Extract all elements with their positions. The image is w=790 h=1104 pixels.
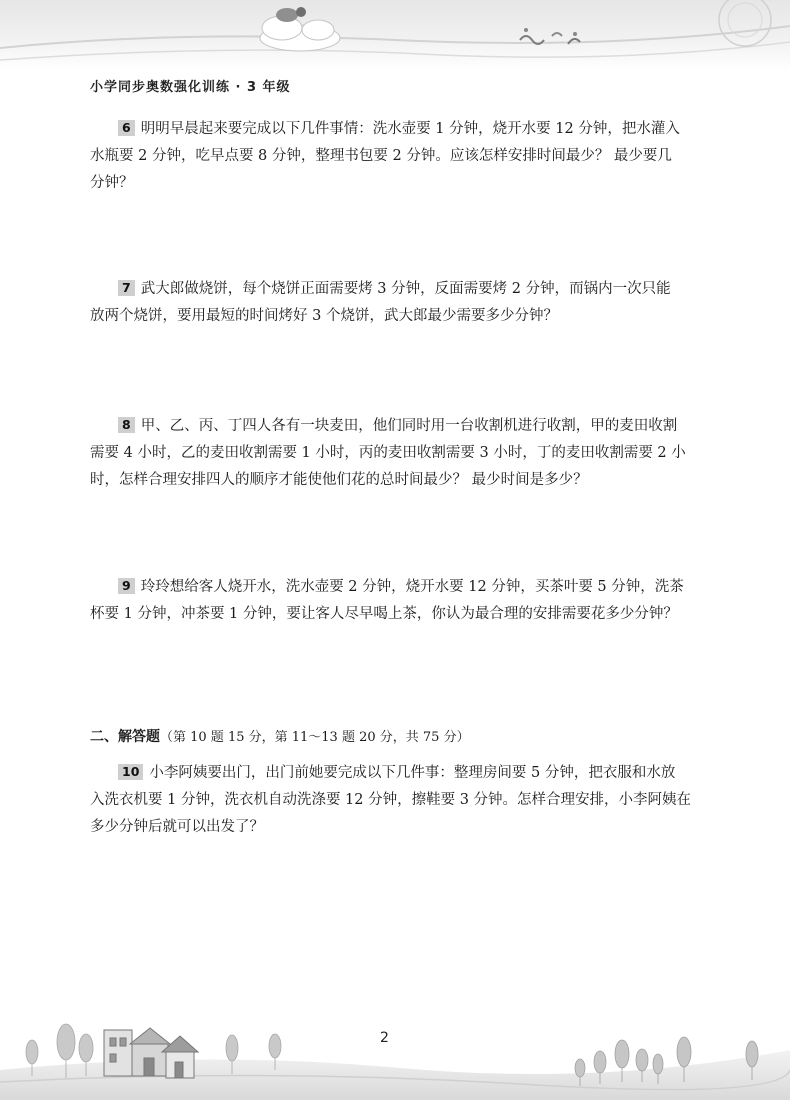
section-heading xyxy=(90,726,470,746)
question-text: 小李阿姨要出门，出门前她要完成以下几件事：整理房间要 5 分钟，把衣服和水放 xyxy=(149,765,676,781)
question-number-badge: 8 xyxy=(118,417,135,433)
question-number-badge: 7 xyxy=(118,280,135,296)
question-line: 分钟？ xyxy=(90,175,134,191)
book-title: 小学同步奥数强化训练 · 3 年级 xyxy=(90,80,291,95)
question-line: 入洗衣机要 1 分钟，洗衣机自动洗涤要 12 分钟，擦鞋要 3 分钟。怎样合理安排，小李阿姨在 xyxy=(90,792,692,808)
question-line xyxy=(90,413,702,440)
question-line: 时，怎样合理安排四人的顺序才能使他们花的总时间最少？ 最少时间是多少？ xyxy=(90,472,588,488)
footer-landscape-illustration xyxy=(0,1010,790,1100)
question-6 xyxy=(90,116,702,197)
question-line: 多少分钟后就可以出发了？ xyxy=(90,819,264,835)
question-line xyxy=(90,574,702,601)
question-line: 杯要 1 分钟，冲茶要 1 分钟，要让客人尽早喝上茶，你认为最合理的安排需要花多少分钟？ xyxy=(90,606,678,622)
question-number-badge: 10 xyxy=(118,764,143,780)
question-text: 甲、乙、丙、丁四人各有一块麦田，他们同时用一台收割机进行收割，甲的麦田收割 xyxy=(140,418,678,434)
question-9 xyxy=(90,574,702,628)
page-number: 2 xyxy=(380,1030,389,1046)
question-line: 放两个烧饼，要用最短的时间烤好 3 个烧饼，武大郎最少需要多少分钟？ xyxy=(90,308,558,324)
question-10 xyxy=(90,760,702,841)
section-heading-title: 二、解答题 xyxy=(90,729,160,745)
question-line: 需要 4 小时，乙的麦田收割需要 1 小时，丙的麦田收割需要 3 小时，丁的麦田收割需要 2 小 xyxy=(90,445,686,461)
question-line: 水瓶要 2 分钟，吃早点要 8 分钟，整理书包要 2 分钟。应该怎样安排时间最少？ 最少要几 xyxy=(90,148,672,164)
header-decoration-illustration xyxy=(0,0,790,70)
header-banner xyxy=(0,0,790,70)
question-text: 武大郎做烧饼，每个烧饼正面需要烤 3 分钟，反面需要烤 2 分钟，而锅内一次只能 xyxy=(140,281,671,297)
question-line xyxy=(90,116,702,143)
question-text: 玲玲想给客人烧开水，洗水壶要 2 分钟，烧开水要 12 分钟，买茶叶要 5 分钟，洗茶 xyxy=(140,579,684,595)
question-8 xyxy=(90,413,702,494)
question-line xyxy=(90,760,702,787)
question-line xyxy=(90,276,702,303)
question-text: 明明早晨起来要完成以下几件事情：洗水壶要 1 分钟，烧开水要 12 分钟，把水灌入 xyxy=(140,121,680,137)
question-7 xyxy=(90,276,702,330)
question-number-badge: 9 xyxy=(118,578,135,594)
question-number-badge: 6 xyxy=(118,120,135,136)
section-heading-scoring: （第 10 题 15 分，第 11～13 题 20 分，共 75 分） xyxy=(160,730,470,745)
footer-banner xyxy=(0,1010,790,1100)
